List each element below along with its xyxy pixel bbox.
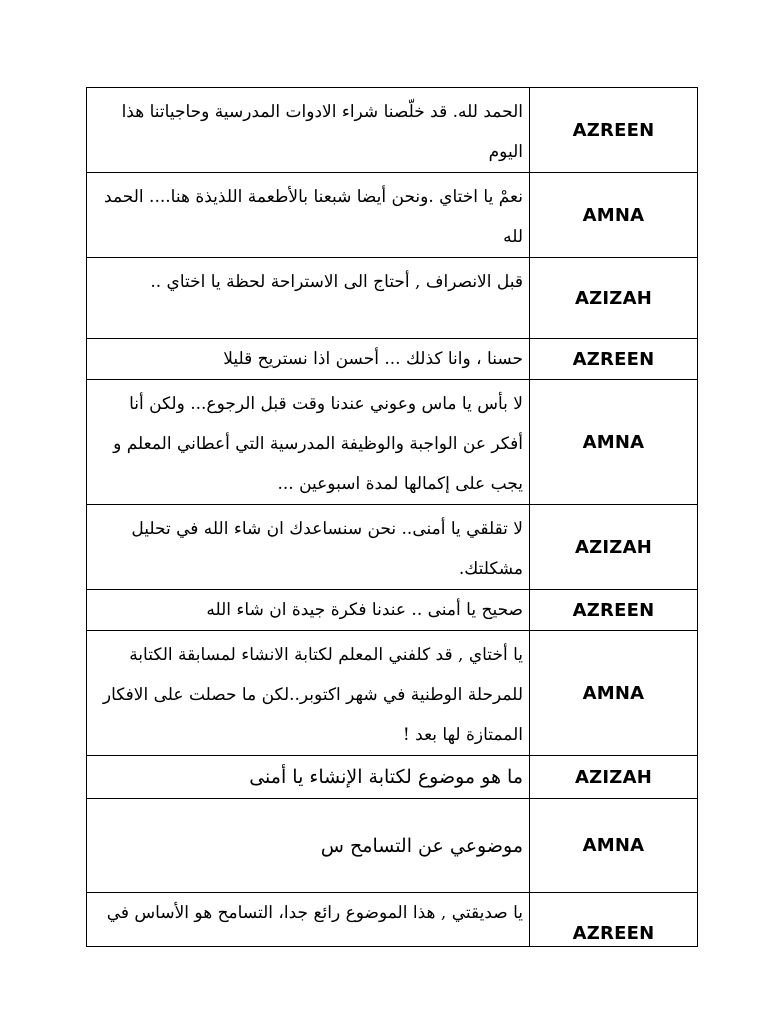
dialogue-text: يا صديقتي , هذا الموضوع رائع جدا، التسامح هو الأساس في xyxy=(87,893,530,947)
dialogue-text: ما هو موضوع لكتابة الإنشاء يا أمنى xyxy=(87,756,530,799)
speaker-name: AMNA xyxy=(530,173,698,258)
table-row xyxy=(87,893,698,947)
table-row xyxy=(87,799,698,893)
dialogue-text: قبل الانصراف , أحتاج الى الاستراحة لحظة يا اختاي .. xyxy=(87,258,530,339)
speaker-name: AZREEN xyxy=(530,893,698,947)
table-row xyxy=(87,590,698,631)
dialogue-text: صحيح يا أمنى .. عندنا فكرة جيدة ان شاء الله xyxy=(87,590,530,631)
speaker-name: AMNA xyxy=(530,631,698,756)
table-row xyxy=(87,88,698,173)
dialogue-text: حسنا ، وانا كذلك ... أحسن اذا نستريح قليلا xyxy=(87,339,530,380)
table-row xyxy=(87,631,698,756)
speaker-name: AZREEN xyxy=(530,590,698,631)
speaker-name: AZIZAH xyxy=(530,505,698,590)
speaker-name: AMNA xyxy=(530,380,698,505)
table-row xyxy=(87,756,698,799)
table-row xyxy=(87,380,698,505)
dialogue-text: لا تقلقي يا أمنى.. نحن سنساعدك ان شاء الله في تحليل مشكلتك. xyxy=(87,505,530,590)
speaker-name: AZIZAH xyxy=(530,258,698,339)
dialogue-table xyxy=(86,87,698,947)
dialogue-text: لا بأس يا ماس وعوني عندنا وقت قبل الرجوع... ولكن أنا أفكر عن الواجبة والوظيفة المدرسية التي أعطاني المعلم و يجب على إكمالها لمدة اسبوعين ... xyxy=(87,380,530,505)
table-row xyxy=(87,339,698,380)
table-row xyxy=(87,505,698,590)
dialogue-text: الحمد لله. قد خلّصنا شراء الادوات المدرسية وحاجياتنا هذا اليوم xyxy=(87,88,530,173)
dialogue-text: يا أختاي , قد كلفني المعلم لكتابة الانشاء لمسابقة الكتابة للمرحلة الوطنية في شهر اكتوبر..لكن ما حصلت على الافكار الممتازة لها بعد ! xyxy=(87,631,530,756)
table-row xyxy=(87,173,698,258)
speaker-name: AZREEN xyxy=(530,339,698,380)
table-row xyxy=(87,258,698,339)
dialogue-text: نعمْ يا اختاي .ونحن أيضا شبعنا بالأطعمة اللذيذة هنا.... الحمد لله xyxy=(87,173,530,258)
speaker-name: AMNA xyxy=(530,799,698,893)
speaker-name: AZREEN xyxy=(530,88,698,173)
dialogue-text: موضوعي عن التسامح س xyxy=(87,799,530,893)
speaker-name: AZIZAH xyxy=(530,756,698,799)
